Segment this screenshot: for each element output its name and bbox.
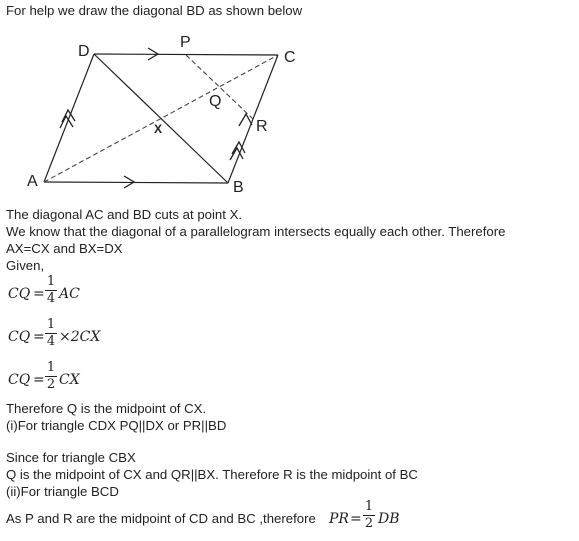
eq2-lhs: CQ [8,329,31,345]
label-B: B [233,179,244,196]
eq2-rhs: ×2CX [59,329,101,345]
text-line-9: (ii)For triangle BCD [6,484,119,499]
eq2-equals: = [33,329,45,345]
label-Q: Q [209,93,222,110]
label-X: X [154,122,163,136]
arrow-AD-1 [60,116,73,128]
eq4-lhs: PR [329,511,349,527]
eq3-fraction: 1 2 [46,360,56,392]
text-line-8: Q is the midpoint of CX and QR||BX. Therefore R is the midpoint of BC [6,467,418,482]
label-A: A [27,173,38,190]
parallelogram-figure [0,0,579,200]
eq2-fraction: 1 4 [46,317,56,349]
eq1-equals: = [33,286,45,302]
eq4-fraction: 1 2 [364,499,374,531]
eq3-equals: = [33,372,45,388]
eq1-fraction: 1 4 [46,274,56,306]
label-P: P [180,34,191,51]
diagonal-BD [94,54,228,183]
side-AB [44,182,228,183]
intro-text: For help we draw the diagonal BD as shown below [6,3,303,18]
text-line-5: Therefore Q is the midpoint of CX. [6,401,207,416]
eq3-lhs: CQ [8,372,31,388]
label-R: R [256,118,268,135]
label-C: C [284,49,296,66]
eq1-lhs: CQ [8,286,31,302]
eq4-equals: = [350,511,362,527]
text-line-2: We know that the diagonal of a parallelogram intersects equally each other. Therefore [6,224,506,239]
eq3-rhs: CX [59,372,80,388]
side-DC [94,54,278,55]
eq1-rhs: AC [59,286,80,302]
eq4-rhs: DB [378,511,400,527]
text-line-10: As P and R are the midpoint of CD and BC ,therefore [6,511,316,526]
text-line-7: Since for triangle CBX [6,450,136,465]
text-line-1: The diagonal AC and BD cuts at point X. [6,207,243,222]
text-line-6: (i)For triangle CDX PQ||DX or PR||BD [6,418,227,433]
text-line-4: Given, [6,258,45,273]
label-D: D [78,43,90,60]
text-line-3: AX=CX and BX=DX [6,241,123,256]
side-AD [44,54,94,182]
